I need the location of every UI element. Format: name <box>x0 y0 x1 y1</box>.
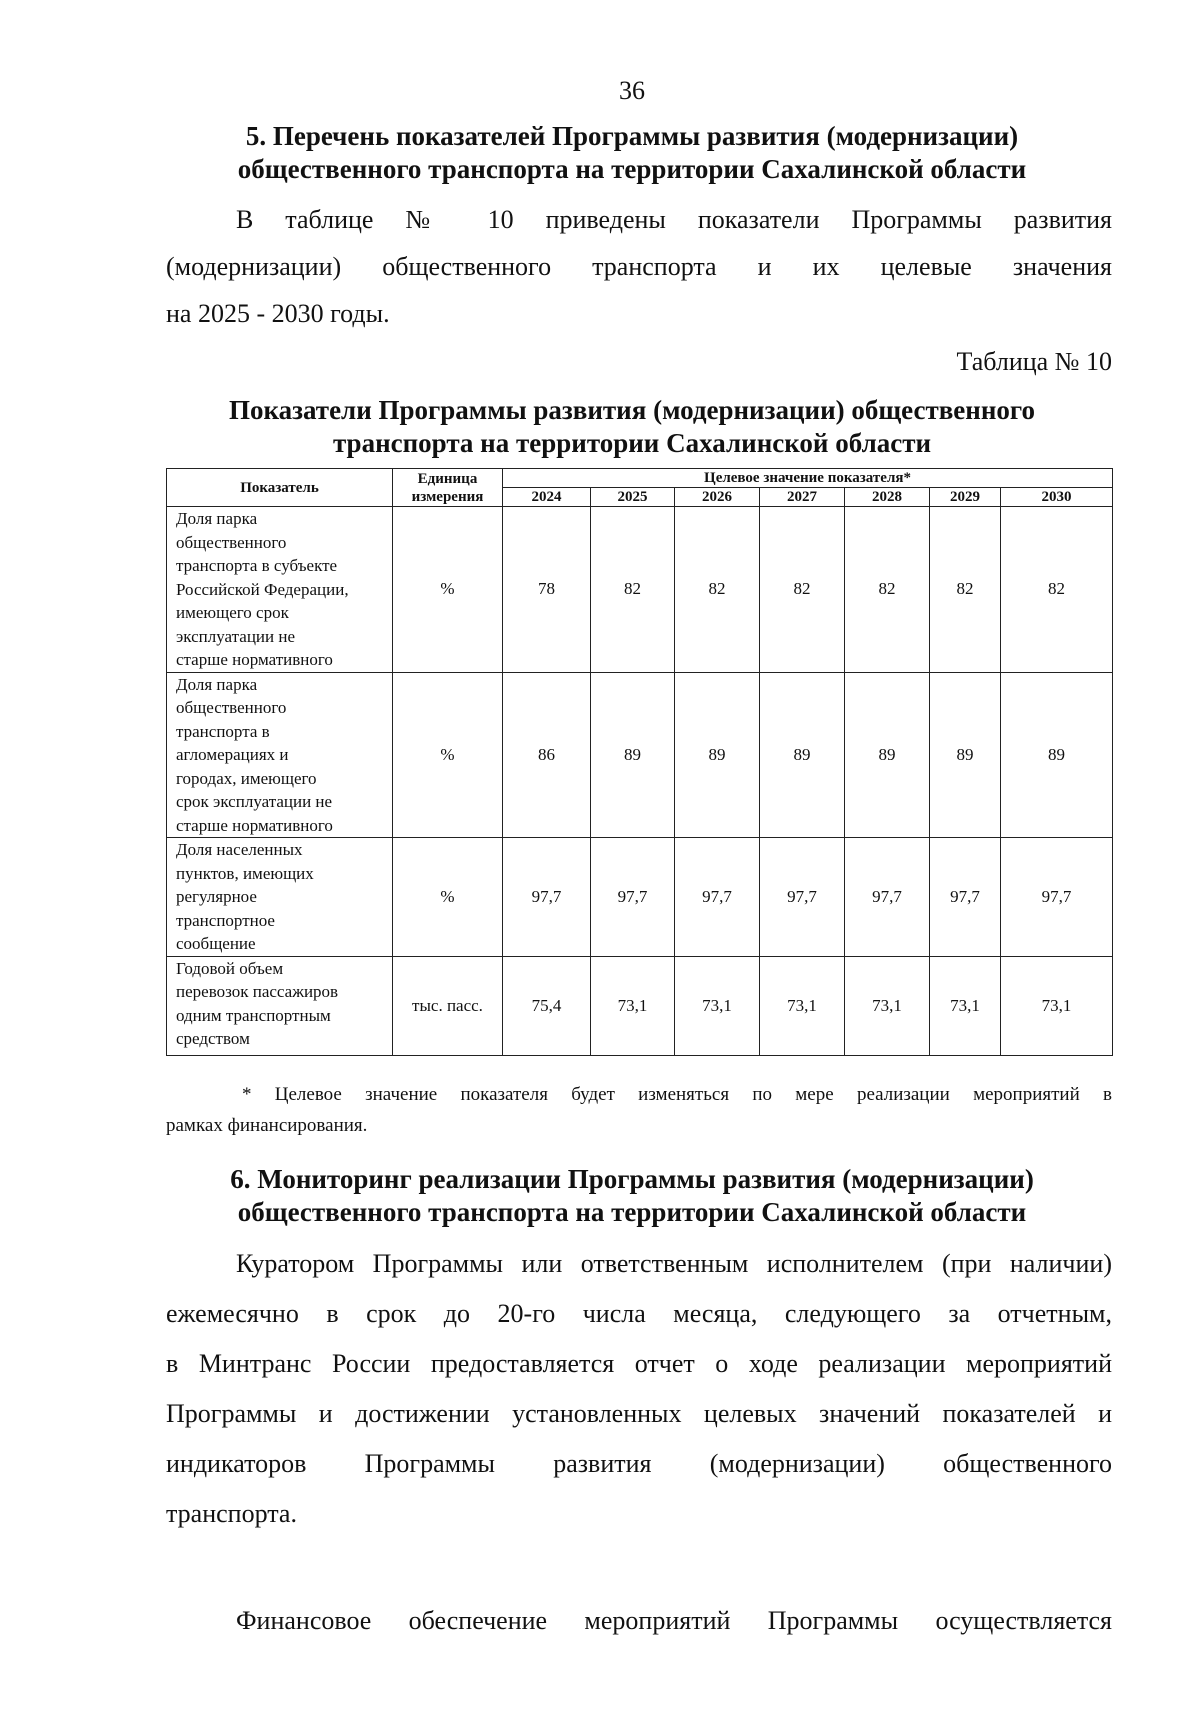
value-cell: 73,1 <box>675 956 760 1055</box>
indicator-name-line: регулярное <box>176 887 257 906</box>
indicator-name-cell <box>167 956 393 1055</box>
value-cell: 89 <box>930 672 1001 838</box>
indicator-name-line: одним транспортным <box>176 1005 331 1025</box>
unit-cell: % <box>393 672 503 838</box>
page-number: 36 <box>619 76 645 105</box>
value-cell: 89 <box>591 672 675 838</box>
indicator-name-cell <box>167 838 393 957</box>
section-6-paragraph-2 <box>166 1596 1112 1646</box>
indicator-name-line: транспорта в субъекте <box>176 556 338 575</box>
paragraph-line: (модернизации) общественного транспорта и их целевые значения <box>166 252 1112 281</box>
indicator-name-line: Доля парка <box>176 674 258 694</box>
value-cell: 97,7 <box>503 838 591 957</box>
value-cell: 73,1 <box>591 956 675 1055</box>
value-cell: 75,4 <box>503 956 591 1055</box>
header-unit-line-2: измерения <box>411 488 484 505</box>
indicator-name-line: общественного <box>176 698 287 717</box>
indicator-name-line: транспортное <box>176 910 275 930</box>
indicator-name-line: пунктов, имеющих <box>176 863 314 883</box>
value-cell: 82 <box>845 507 930 673</box>
indicator-name-line: транспорта в <box>176 721 270 741</box>
unit-cell: тыс. пасс. <box>393 956 503 1055</box>
value-cell: 97,7 <box>1001 838 1113 957</box>
footnote-line-1: * Целевое значение показателя будет изменяться по мере реализации мероприятий в <box>242 1084 1112 1105</box>
section-5-heading-line-1: 5. Перечень показателей Программы развития (модернизации) <box>245 121 1019 151</box>
header-year: 2025 <box>591 488 675 507</box>
paragraph-line: индикаторов Программы развития (модернизации) общественного <box>166 1449 1112 1478</box>
paragraph-line: В таблице № 10 приведены показатели Программы развития <box>236 205 1112 234</box>
header-year: 2028 <box>845 488 930 507</box>
paragraph-line: в Минтранс России предоставляется отчет о ходе реализации мероприятий <box>166 1349 1112 1378</box>
table-footnote <box>166 1079 1112 1141</box>
paragraph-line: Программы и достижении установленных целевых значений показателей и <box>166 1399 1112 1428</box>
header-year: 2030 <box>1001 488 1113 507</box>
table-label: Таблица № 10 <box>956 347 1112 376</box>
indicator-name-cell <box>167 672 393 838</box>
value-cell: 86 <box>503 672 591 838</box>
indicator-name-line: общественного <box>176 532 287 552</box>
table-title-line-1: Показатели Программы развития (модернизации) общественного <box>229 395 1035 425</box>
value-cell: 73,1 <box>760 956 845 1055</box>
indicator-name-line: срок эксплуатации не <box>176 792 333 811</box>
value-cell: 73,1 <box>930 956 1001 1055</box>
value-cell: 73,1 <box>1001 956 1113 1055</box>
value-cell: 89 <box>760 672 845 838</box>
header-year: 2024 <box>503 488 591 507</box>
indicator-name-line: сообщение <box>176 934 256 953</box>
header-indicator: Показатель <box>167 469 393 507</box>
value-cell: 82 <box>930 507 1001 673</box>
header-target-value: Целевое значение показателя* <box>503 469 1113 488</box>
indicator-name-line: эксплуатации не <box>176 626 296 646</box>
paragraph-line: ежемесячно в срок до 20-го числа месяца, следующего за отчетным, <box>166 1299 1112 1328</box>
value-cell: 89 <box>845 672 930 838</box>
value-cell: 82 <box>1001 507 1113 673</box>
header-year: 2026 <box>675 488 760 507</box>
indicator-name-cell <box>167 507 393 673</box>
paragraph-line: транспорта. <box>166 1499 297 1528</box>
section-6-heading-line-1: 6. Мониторинг реализации Программы развития (модернизации) <box>230 1164 1034 1194</box>
header-unit <box>393 469 503 507</box>
section-6-paragraph <box>166 1239 1112 1539</box>
table-row <box>167 956 1113 1055</box>
indicators-table <box>166 468 1113 1056</box>
section-5-heading <box>150 120 1114 186</box>
footnote-line-2: рамках финансирования. <box>166 1115 368 1136</box>
section-6-heading-line-2: общественного транспорта на территории Сахалинской области <box>237 1197 1027 1227</box>
value-cell: 78 <box>503 507 591 673</box>
table-title-line-2: транспорта на территории Сахалинской области <box>332 428 932 458</box>
value-cell: 97,7 <box>675 838 760 957</box>
indicator-name-line: перевозок пассажиров <box>176 982 339 1001</box>
indicator-name-line: Доля парка <box>176 509 258 528</box>
indicator-name-line: городах, имеющего <box>176 768 317 788</box>
table-row <box>167 507 1113 673</box>
section-6-heading <box>150 1163 1114 1229</box>
value-cell: 97,7 <box>930 838 1001 957</box>
value-cell: 82 <box>591 507 675 673</box>
indicator-name-line: Годовой объем <box>176 958 284 978</box>
value-cell: 89 <box>675 672 760 838</box>
section-5-paragraph <box>166 196 1112 337</box>
value-cell: 97,7 <box>591 838 675 957</box>
indicator-name-line: агломерациях и <box>176 745 289 764</box>
value-cell: 89 <box>1001 672 1113 838</box>
indicator-name-line: имеющего срок <box>176 603 289 622</box>
header-year: 2029 <box>930 488 1001 507</box>
value-cell: 97,7 <box>760 838 845 957</box>
header-unit-line-1: Единица <box>417 470 478 487</box>
paragraph-line: Финансовое обеспечение мероприятий Программы осуществляется <box>236 1606 1112 1635</box>
paragraph-line: на 2025 - 2030 годы. <box>166 299 390 328</box>
indicator-name-line: Доля населенных <box>176 840 303 859</box>
value-cell: 97,7 <box>845 838 930 957</box>
paragraph-line: Куратором Программы или ответственным исполнителем (при наличии) <box>236 1249 1112 1278</box>
header-year: 2027 <box>760 488 845 507</box>
table-header-row <box>167 469 1113 488</box>
indicator-name-line: Российской Федерации, <box>176 579 349 599</box>
indicator-name-line: средством <box>176 1029 250 1048</box>
value-cell: 73,1 <box>845 956 930 1055</box>
indicator-name-line: старше нормативного <box>176 650 333 669</box>
table-row <box>167 838 1113 957</box>
unit-cell: % <box>393 838 503 957</box>
value-cell: 82 <box>675 507 760 673</box>
section-5-heading-line-2: общественного транспорта на территории Сахалинской области <box>237 154 1027 184</box>
table-row <box>167 672 1113 838</box>
value-cell: 82 <box>760 507 845 673</box>
table-title <box>150 394 1114 460</box>
indicator-name-line: старше нормативного <box>176 815 333 835</box>
unit-cell: % <box>393 507 503 673</box>
